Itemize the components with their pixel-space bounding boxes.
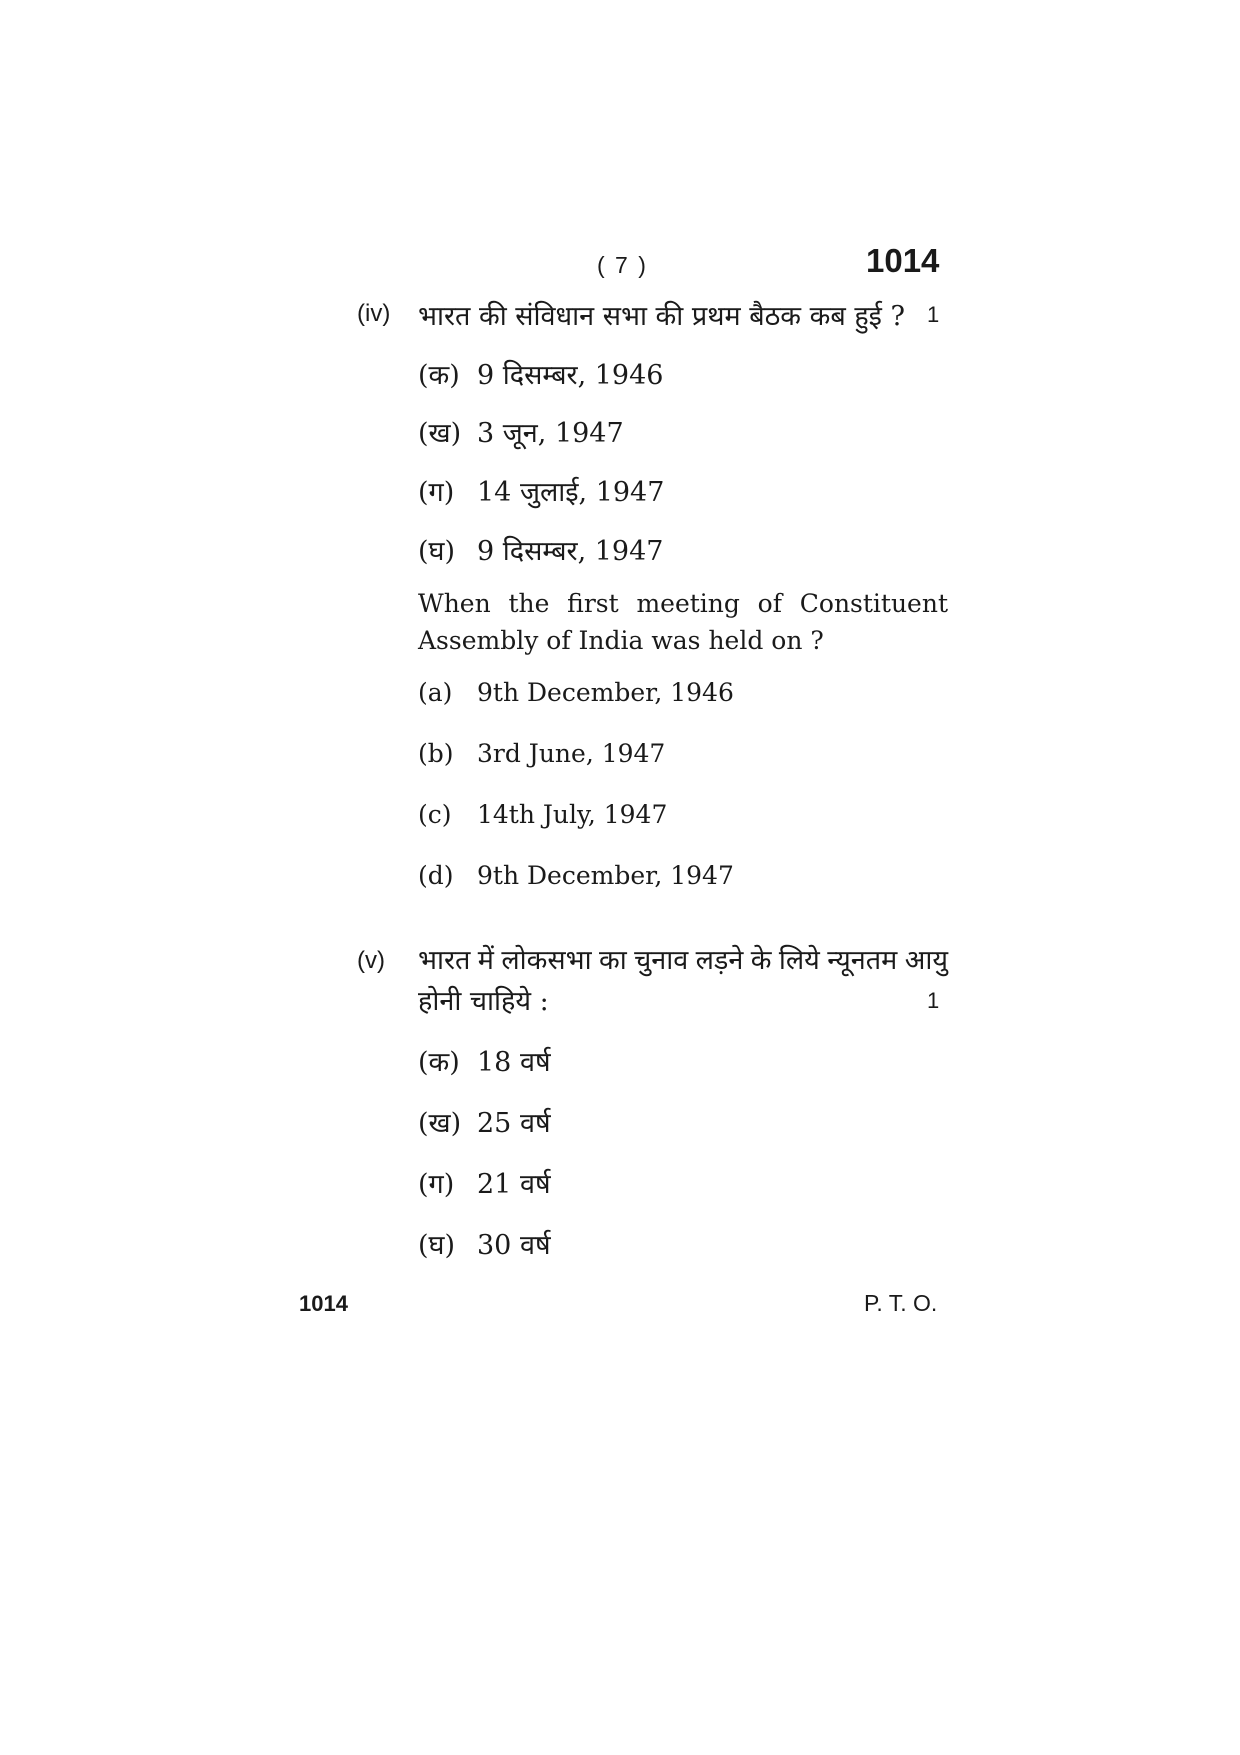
option-label: (घ) <box>418 536 456 567</box>
word: भारत <box>418 945 471 976</box>
option-text: 14th July, 1947 <box>477 800 668 829</box>
question-v-marks: 1 <box>927 988 940 1013</box>
option-text: 9 दिसम्बर, 1947 <box>477 536 664 567</box>
word: न्यूनतम <box>827 945 898 976</box>
option-label: (a) <box>418 678 453 707</box>
option-text: 3 जून, 1947 <box>477 418 624 449</box>
word: लिये <box>778 945 820 976</box>
option-text: 3rd June, 1947 <box>477 739 666 768</box>
option-label: (ग) <box>418 477 455 508</box>
header-paper-code: 1014 <box>866 242 940 279</box>
footer-paper-code: 1014 <box>299 1291 348 1316</box>
word: के <box>750 945 772 976</box>
option-text: 18 वर्ष <box>477 1047 551 1078</box>
option-label: (b) <box>418 739 454 768</box>
question-v-hindi-line-2: होनी चाहिये : <box>418 986 549 1017</box>
word: में <box>477 945 494 976</box>
word: लोकसभा <box>501 945 592 976</box>
question-v-number: (v) <box>357 947 385 974</box>
option-text: 21 वर्ष <box>477 1169 551 1200</box>
option-text: 9th December, 1946 <box>477 678 734 707</box>
option-label: (ख) <box>418 1108 462 1139</box>
option-label: (ग) <box>418 1169 455 1200</box>
option-text: 25 वर्ष <box>477 1108 551 1139</box>
word: लड़ने <box>695 945 744 976</box>
question-iv-marks: 1 <box>927 302 940 327</box>
question-iv-hindi-text: भारत की संविधान सभा की प्रथम बैठक कब हुई ? <box>418 301 905 332</box>
option-label: (क) <box>418 360 460 391</box>
option-label: (क) <box>418 1047 460 1078</box>
option-text: 9th December, 1947 <box>477 861 734 890</box>
question-iv-number: (iv) <box>357 300 391 327</box>
word: चुनाव <box>634 945 689 976</box>
question-iv-english-text: When the first meeting of Constituent Assembly of India was held on ? <box>418 589 948 655</box>
option-label: (घ) <box>418 1230 456 1261</box>
page-number: ( 7 ) <box>597 252 648 278</box>
option-text: 14 जुलाई, 1947 <box>477 477 665 508</box>
word: आयु <box>904 945 948 976</box>
footer-pto: P. T. O. <box>864 1290 938 1316</box>
word: का <box>598 945 627 976</box>
option-label: (d) <box>418 861 454 890</box>
option-text: 9 दिसम्बर, 1946 <box>477 360 664 391</box>
question-v-hindi-line-1 <box>418 940 948 977</box>
option-label: (ख) <box>418 418 462 449</box>
option-label: (c) <box>418 800 452 829</box>
option-text: 30 वर्ष <box>477 1230 551 1261</box>
